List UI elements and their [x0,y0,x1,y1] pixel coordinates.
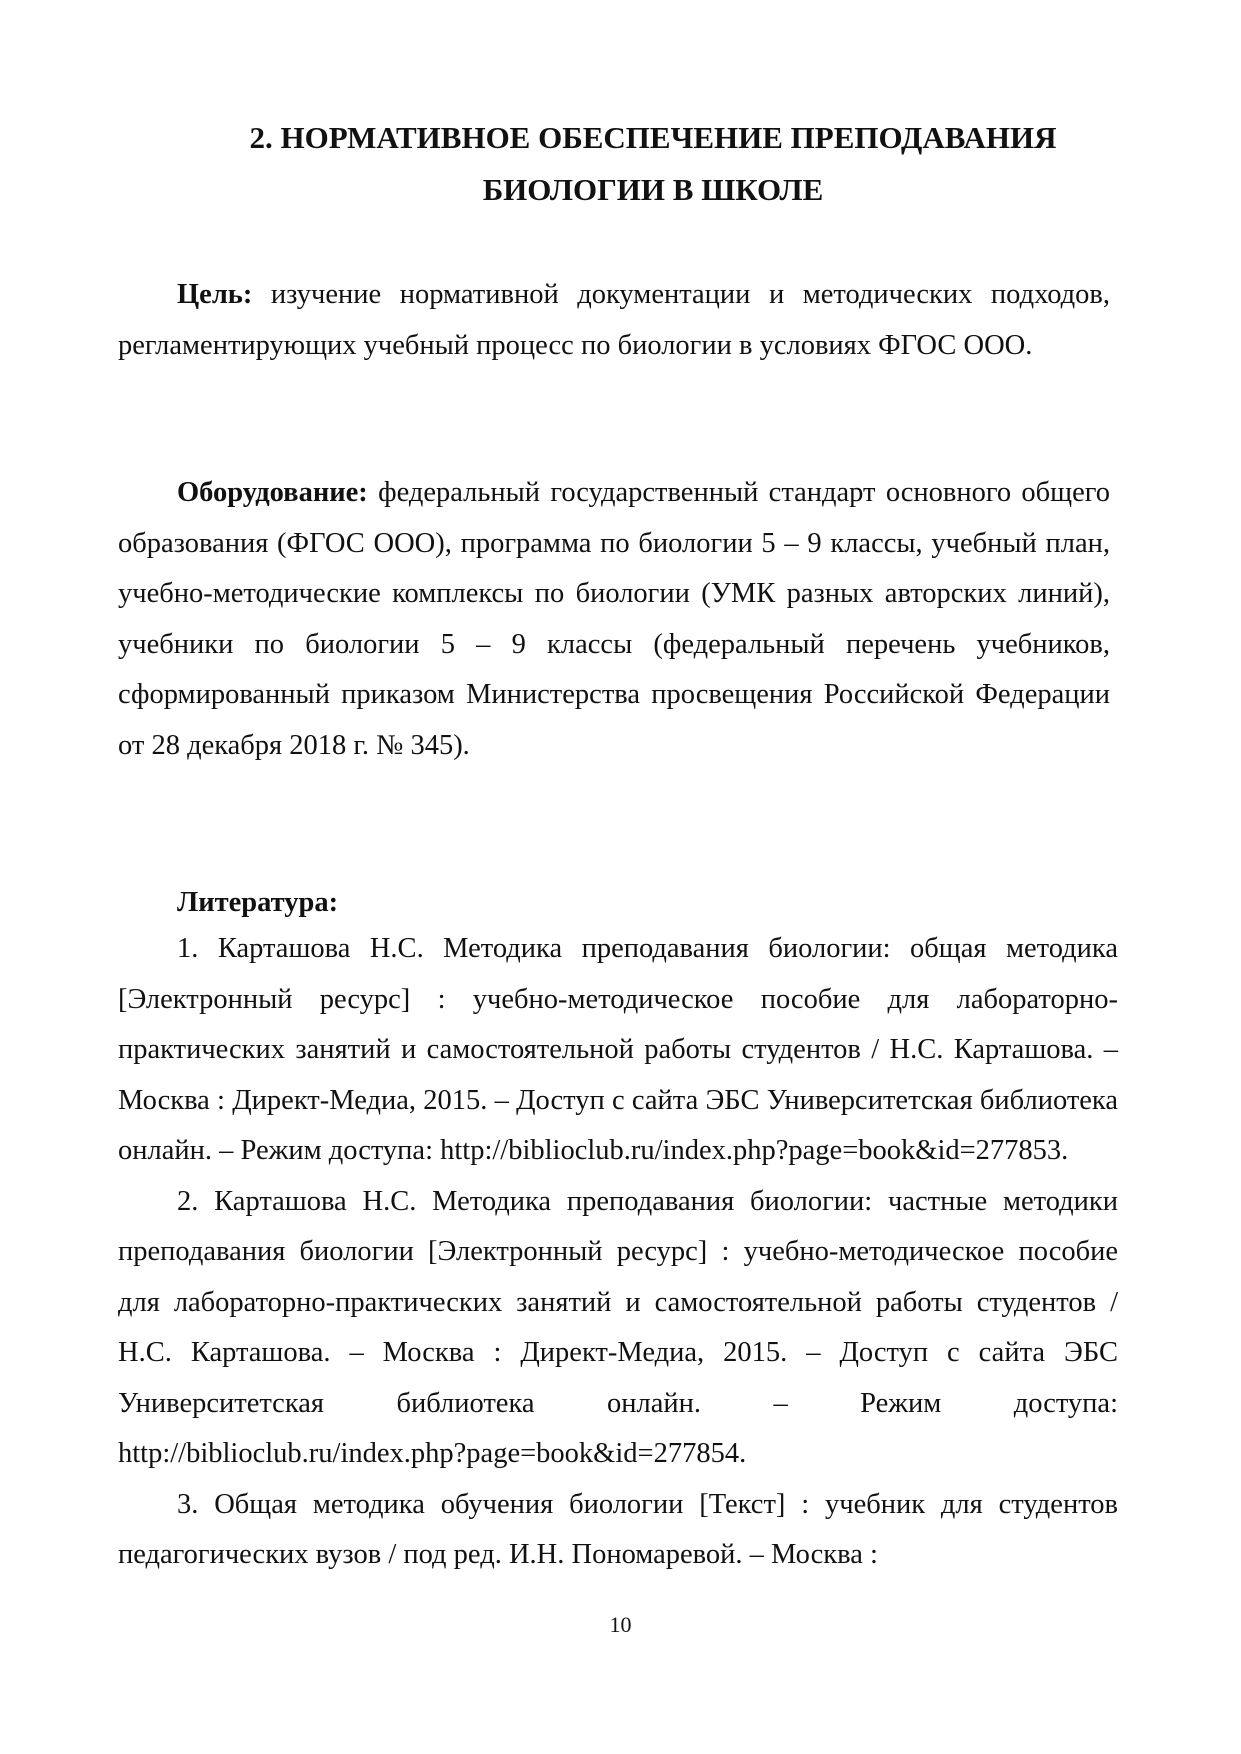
equipment-label: Оборудование: [177,477,368,508]
heading-line-1: 2. НОРМАТИВНОЕ ОБЕСПЕЧЕНИЕ ПРЕПОДАВАНИЯ [249,120,1057,155]
heading-line-2: БИОЛОГИИ В ШКОЛЕ [482,172,824,207]
section-heading [118,112,1128,216]
literature-title: Литература: [177,887,339,918]
literature-list [118,924,1118,1581]
page-number: 10 [609,1612,632,1637]
goal-paragraph [118,270,1110,371]
goal-label: Цель: [177,279,253,310]
equipment-text: федеральный государственный стандарт основного общего образования (ФГОС ООО), программа по биологии 5 – 9 классы, учебный план, учебно-методические комплексы по биологии (УМК разных авторских линий), учебники по биологии 5 – 9 классы (федеральный перечень учебников, сформированный приказом Министерства просвещения Российской Федерации от 28 декабря 2018 г. № 345). [118,477,1110,761]
literature-item-3: 3. Общая методика обучения биологии [Текст] : учебник для студентов педагогических вузов / под ред. И.Н. Пономаревой. – Москва : [118,1488,1118,1570]
literature-item-1: 1. Карташова Н.С. Методика преподавания биологии: общая методика [Электронный ресурс] : учебно-методическое пособие для лабораторно-практических занятий и самостоятельной работы студентов / Н.С. Карташова. – Москва : Директ-Медиа, 2015. – Доступ с сайта ЭБС Университетская библиотека онлайн. – Режим доступа: http://biblioclub.ru/index.php?page=book&id=277853. [118,933,1118,1166]
goal-text: изучение нормативной документации и методических подходов, регламентирующих учебный процесс по биологии в условиях ФГОС ООО. [118,279,1110,361]
literature-item-2: 2. Карташова Н.С. Методика преподавания биологии: частные методики преподавания биологии [Электронный ресурс] : учебно-методическое пособие для лабораторно-практических занятий и самостоятельной работы студентов / Н.С. Карташова. – Москва : Директ-Медиа, 2015. – Доступ с сайта ЭБС Университетская библиотека онлайн. – Режим доступа: http://biblioclub.ru/index.php?page=book&id=277854. [118,1185,1118,1469]
equipment-paragraph [118,468,1110,771]
